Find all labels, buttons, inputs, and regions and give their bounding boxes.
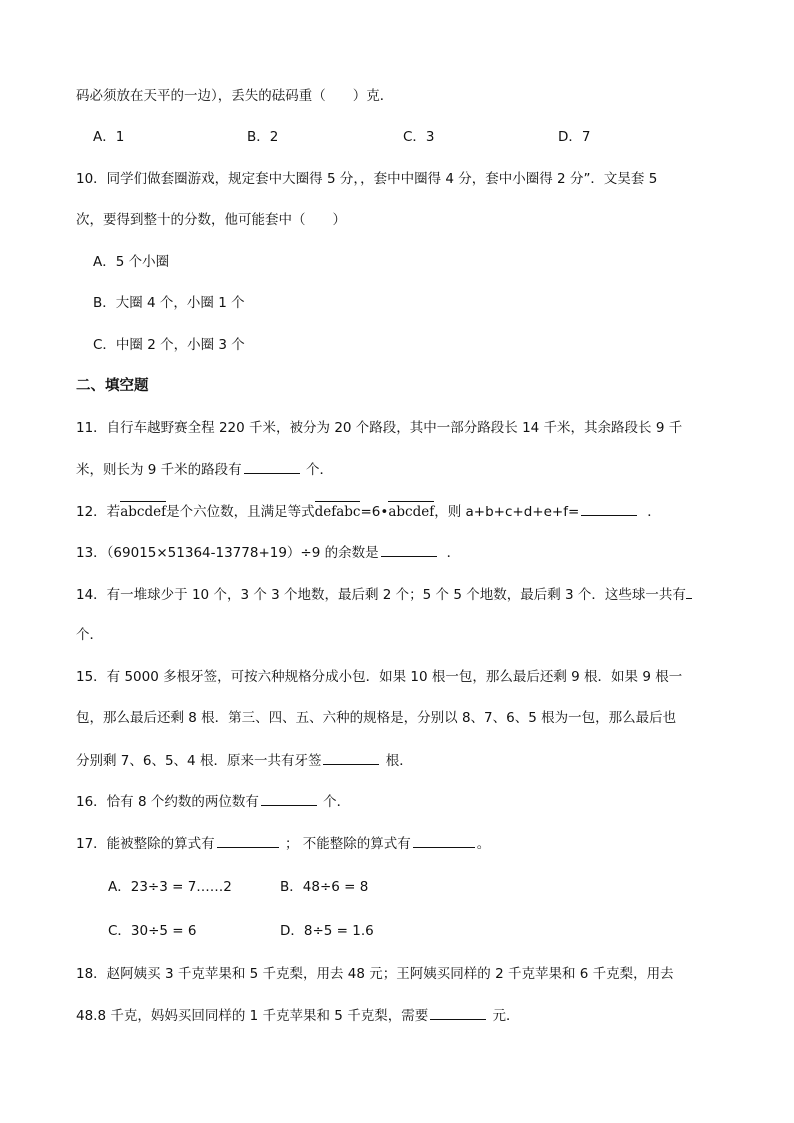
q12-mid3: ，则 a+b+c+d+e+f= [434,504,580,520]
q16-text [76,791,350,811]
q10-option-c: C．中圈 2 个，小圈 3 个 [93,337,245,353]
section-title-fill-in: 二、填空题 [76,378,149,394]
q13-answer-blank[interactable] [381,542,437,557]
q12-text [76,501,661,521]
q17-mid: ； 不能整除的算式有 [280,836,411,852]
q18-text-line1: 18．赵阿姨买 3 千克苹果和 5 千克梨，用去 48 元；王阿姨买同样的 2 千克苹果和 6 千克梨，用去 [76,966,674,982]
q14-answer-blank[interactable] [686,584,692,599]
q10-text-line2: 次，要得到整十的分数，他可能套中（ ） [76,212,346,228]
q15-line3-post: 根． [381,753,413,769]
q12-overline-number-2: defabc [314,504,361,520]
q9-text: 码必须放在天平的一边），丢失的砝码重（ ）克． [76,88,394,104]
q16-post: 个． [318,794,351,810]
q14-text-line1 [76,584,692,604]
q12-overline-number-1: abcdef [120,504,167,520]
q15-line3-pre: 分别剩 7、6、5、4 根．原来一共有牙签 [76,753,322,769]
q11-answer-blank[interactable] [244,459,300,474]
q10-text-line1: 10．同学们做套圈游戏，规定套中大圈得 5 分，，套中中圈得 4 分，套中小圈得 2 分”．文昊套 5 [76,171,658,187]
q17-not-divisible-blank[interactable] [413,833,475,848]
q17-text [76,833,490,853]
q11-text-post: 个． [301,462,333,478]
q11-text-line1: 11．自行车越野赛全程 220 千米，被分为 20 个路段，其中一部分路段长 14 千米，其余路段长 9 千 [76,420,683,436]
q15-answer-blank[interactable] [323,750,379,765]
q17-option-a: A．23÷3 = 7……2 [108,879,232,895]
q13-pre: 13．（69015×51364-13778+19）÷9 的余数是 [76,545,379,561]
q14-text-line2: 个． [76,627,103,643]
q12-answer-blank[interactable] [581,501,637,516]
q11-text-pre: 米，则长为 9 千米的路段有 [76,462,242,478]
q17-option-b: B．48÷6 = 8 [280,879,369,895]
q15-text-line2: 包，那么最后还剩 8 根．第三、四、五、六种的规格是，分别以 8、7、6、5 根为一包，那么最后也 [76,710,677,726]
q10-option-a: A．5 个小圈 [93,254,170,270]
q13-text [76,542,460,562]
q15-text-line1: 15．有 5000 多根牙签，可按六种规格分成小包．如果 10 根一包，那么最后还剩 9 根．如果 9 根一 [76,669,683,685]
q12-mid2: =6• [360,504,389,520]
q17-option-c: C．30÷5 = 6 [108,923,197,939]
q18-text-line2 [76,1005,520,1025]
q14-line1: 14．有一堆球少于 10 个，3 个 3 个地数，最后剩 2 个；5 个 5 个地数，最后剩 3 个．这些球一共有 [76,587,686,603]
q18-line2-pre: 48.8 千克，妈妈买回同样的 1 千克苹果和 5 千克梨，需要 [76,1008,429,1024]
q17-post: 。 [476,836,491,852]
q16-pre: 16．恰有 8 个约数的两位数有 [76,794,259,810]
q13-post: ． [446,545,461,561]
q11-text-line2 [76,459,333,479]
q15-text-line3 [76,750,413,770]
q17-pre: 17．能被整除的算式有 [76,836,215,852]
q9-option-d: D．7 [558,129,591,145]
q18-line2-post: 元． [488,1008,520,1024]
q12-mid1: 是个六位数，且满足等式 [166,504,315,520]
q10-option-b: B．大圈 4 个，小圈 1 个 [93,295,245,311]
q17-option-d: D．8÷5 = 1.6 [280,923,374,939]
q9-option-c: C．3 [403,129,435,145]
q17-divisible-blank[interactable] [217,833,279,848]
q12-post: ． [647,504,661,520]
q9-option-b: B．2 [247,129,279,145]
q9-option-a: A．1 [93,129,125,145]
q12-pre: 12．若 [76,504,121,520]
q12-overline-number-3: abcdef [388,504,435,520]
q18-answer-blank[interactable] [430,1005,486,1020]
q16-answer-blank[interactable] [261,791,317,806]
